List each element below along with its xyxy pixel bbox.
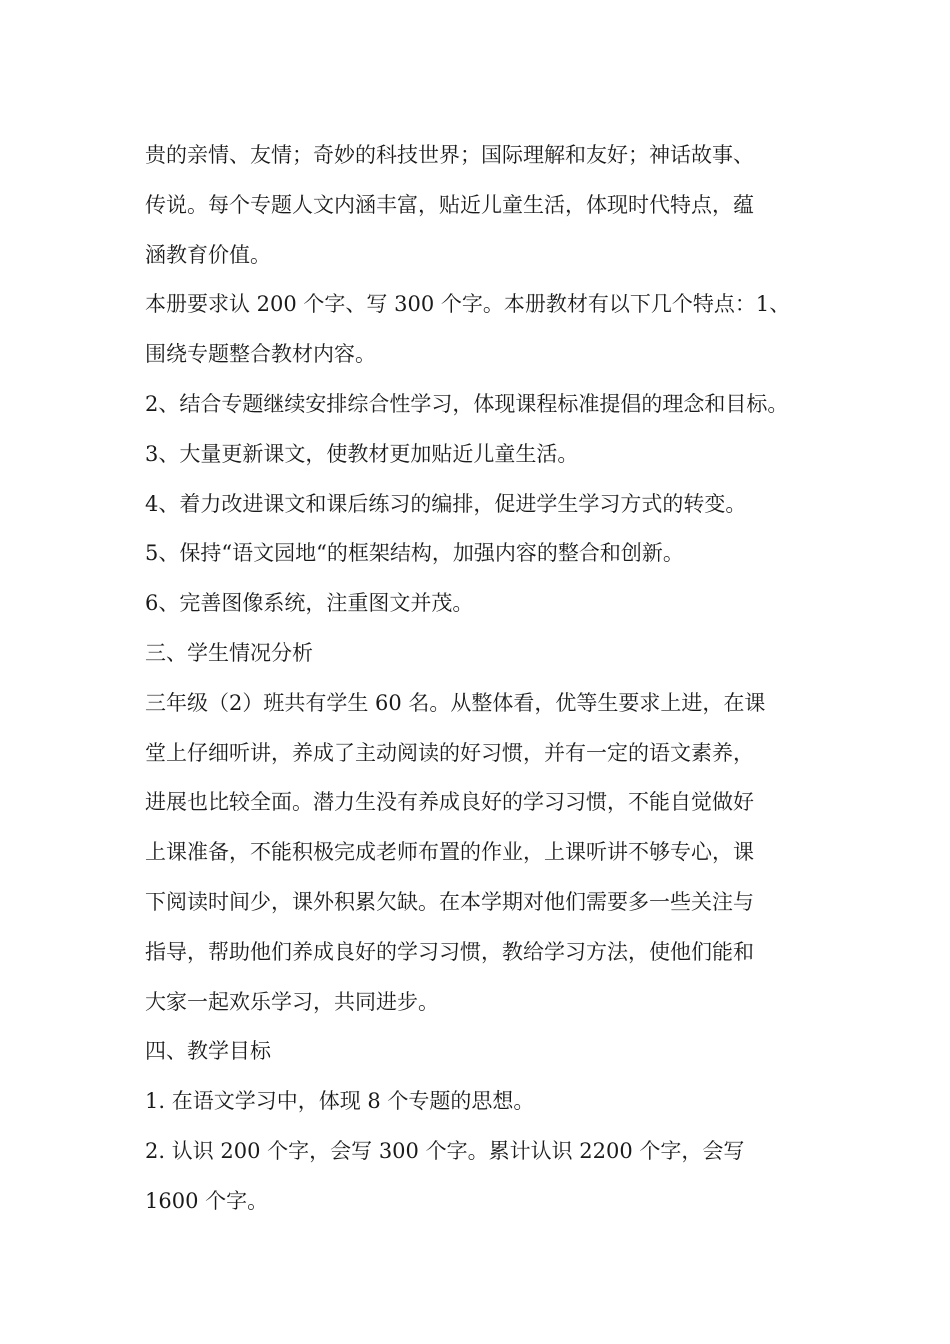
text-line: 指导，帮助他们养成良好的学习习惯，教给学习方法，使他们能和 xyxy=(145,939,754,964)
text-line: 大家一起欢乐学习，共同进步。 xyxy=(145,989,439,1014)
text-line: 堂上仔细听讲，养成了主动阅读的好习惯，并有一定的语文素养， xyxy=(145,740,754,765)
text-line: 本册要求认 200 个字、写 300 个字。本册教材有以下几个特点：1、 xyxy=(145,292,791,317)
text-line: 三年级（2）班共有学生 60 名。从整体看，优等生要求上进，在课 xyxy=(145,690,766,715)
list-item: 1. 在语文学习中，体现 8 个专题的思想。 xyxy=(145,1089,535,1114)
list-item: 6、完善图像系统，注重图文并茂。 xyxy=(145,591,474,616)
list-item: 2、结合专题继续安排综合性学习，体现课程标准提倡的理念和目标。 xyxy=(145,391,789,416)
text-line: 围绕专题整合教材内容。 xyxy=(145,342,376,367)
list-item: 5、保持“语文园地“的框架结构，加强内容的整合和创新。 xyxy=(145,541,684,566)
text-line: 贵的亲情、友情；奇妙的科技世界；国际理解和友好；神话故事、 xyxy=(145,143,754,167)
list-item: 2. 认识 200 个字，会写 300 个字。累计认识 2200 个字，会写 xyxy=(145,1138,745,1163)
document-body xyxy=(145,131,835,1227)
text-line: 上课准备，不能积极完成老师布置的作业，上课听讲不够专心，课 xyxy=(145,840,754,865)
text-line: 传说。每个专题人文内涵丰富，贴近儿童生活，体现时代特点，蕴 xyxy=(145,192,754,217)
text-line: 1600 个字。 xyxy=(145,1188,269,1213)
text-line: 下阅读时间少，课外积累欠缺。在本学期对他们需要多一些关注与 xyxy=(145,889,754,914)
section-heading: 三、学生情况分析 xyxy=(145,640,313,665)
list-item: 4、着力改进课文和课后练习的编排，促进学生学习方式的转变。 xyxy=(145,491,747,516)
section-heading: 四、教学目标 xyxy=(145,1039,271,1064)
list-item: 3、大量更新课文，使教材更加贴近儿童生活。 xyxy=(145,441,579,466)
text-line: 涵教育价值。 xyxy=(145,242,271,267)
text-line: 进展也比较全面。潜力生没有养成良好的学习习惯，不能自觉做好 xyxy=(145,790,754,815)
